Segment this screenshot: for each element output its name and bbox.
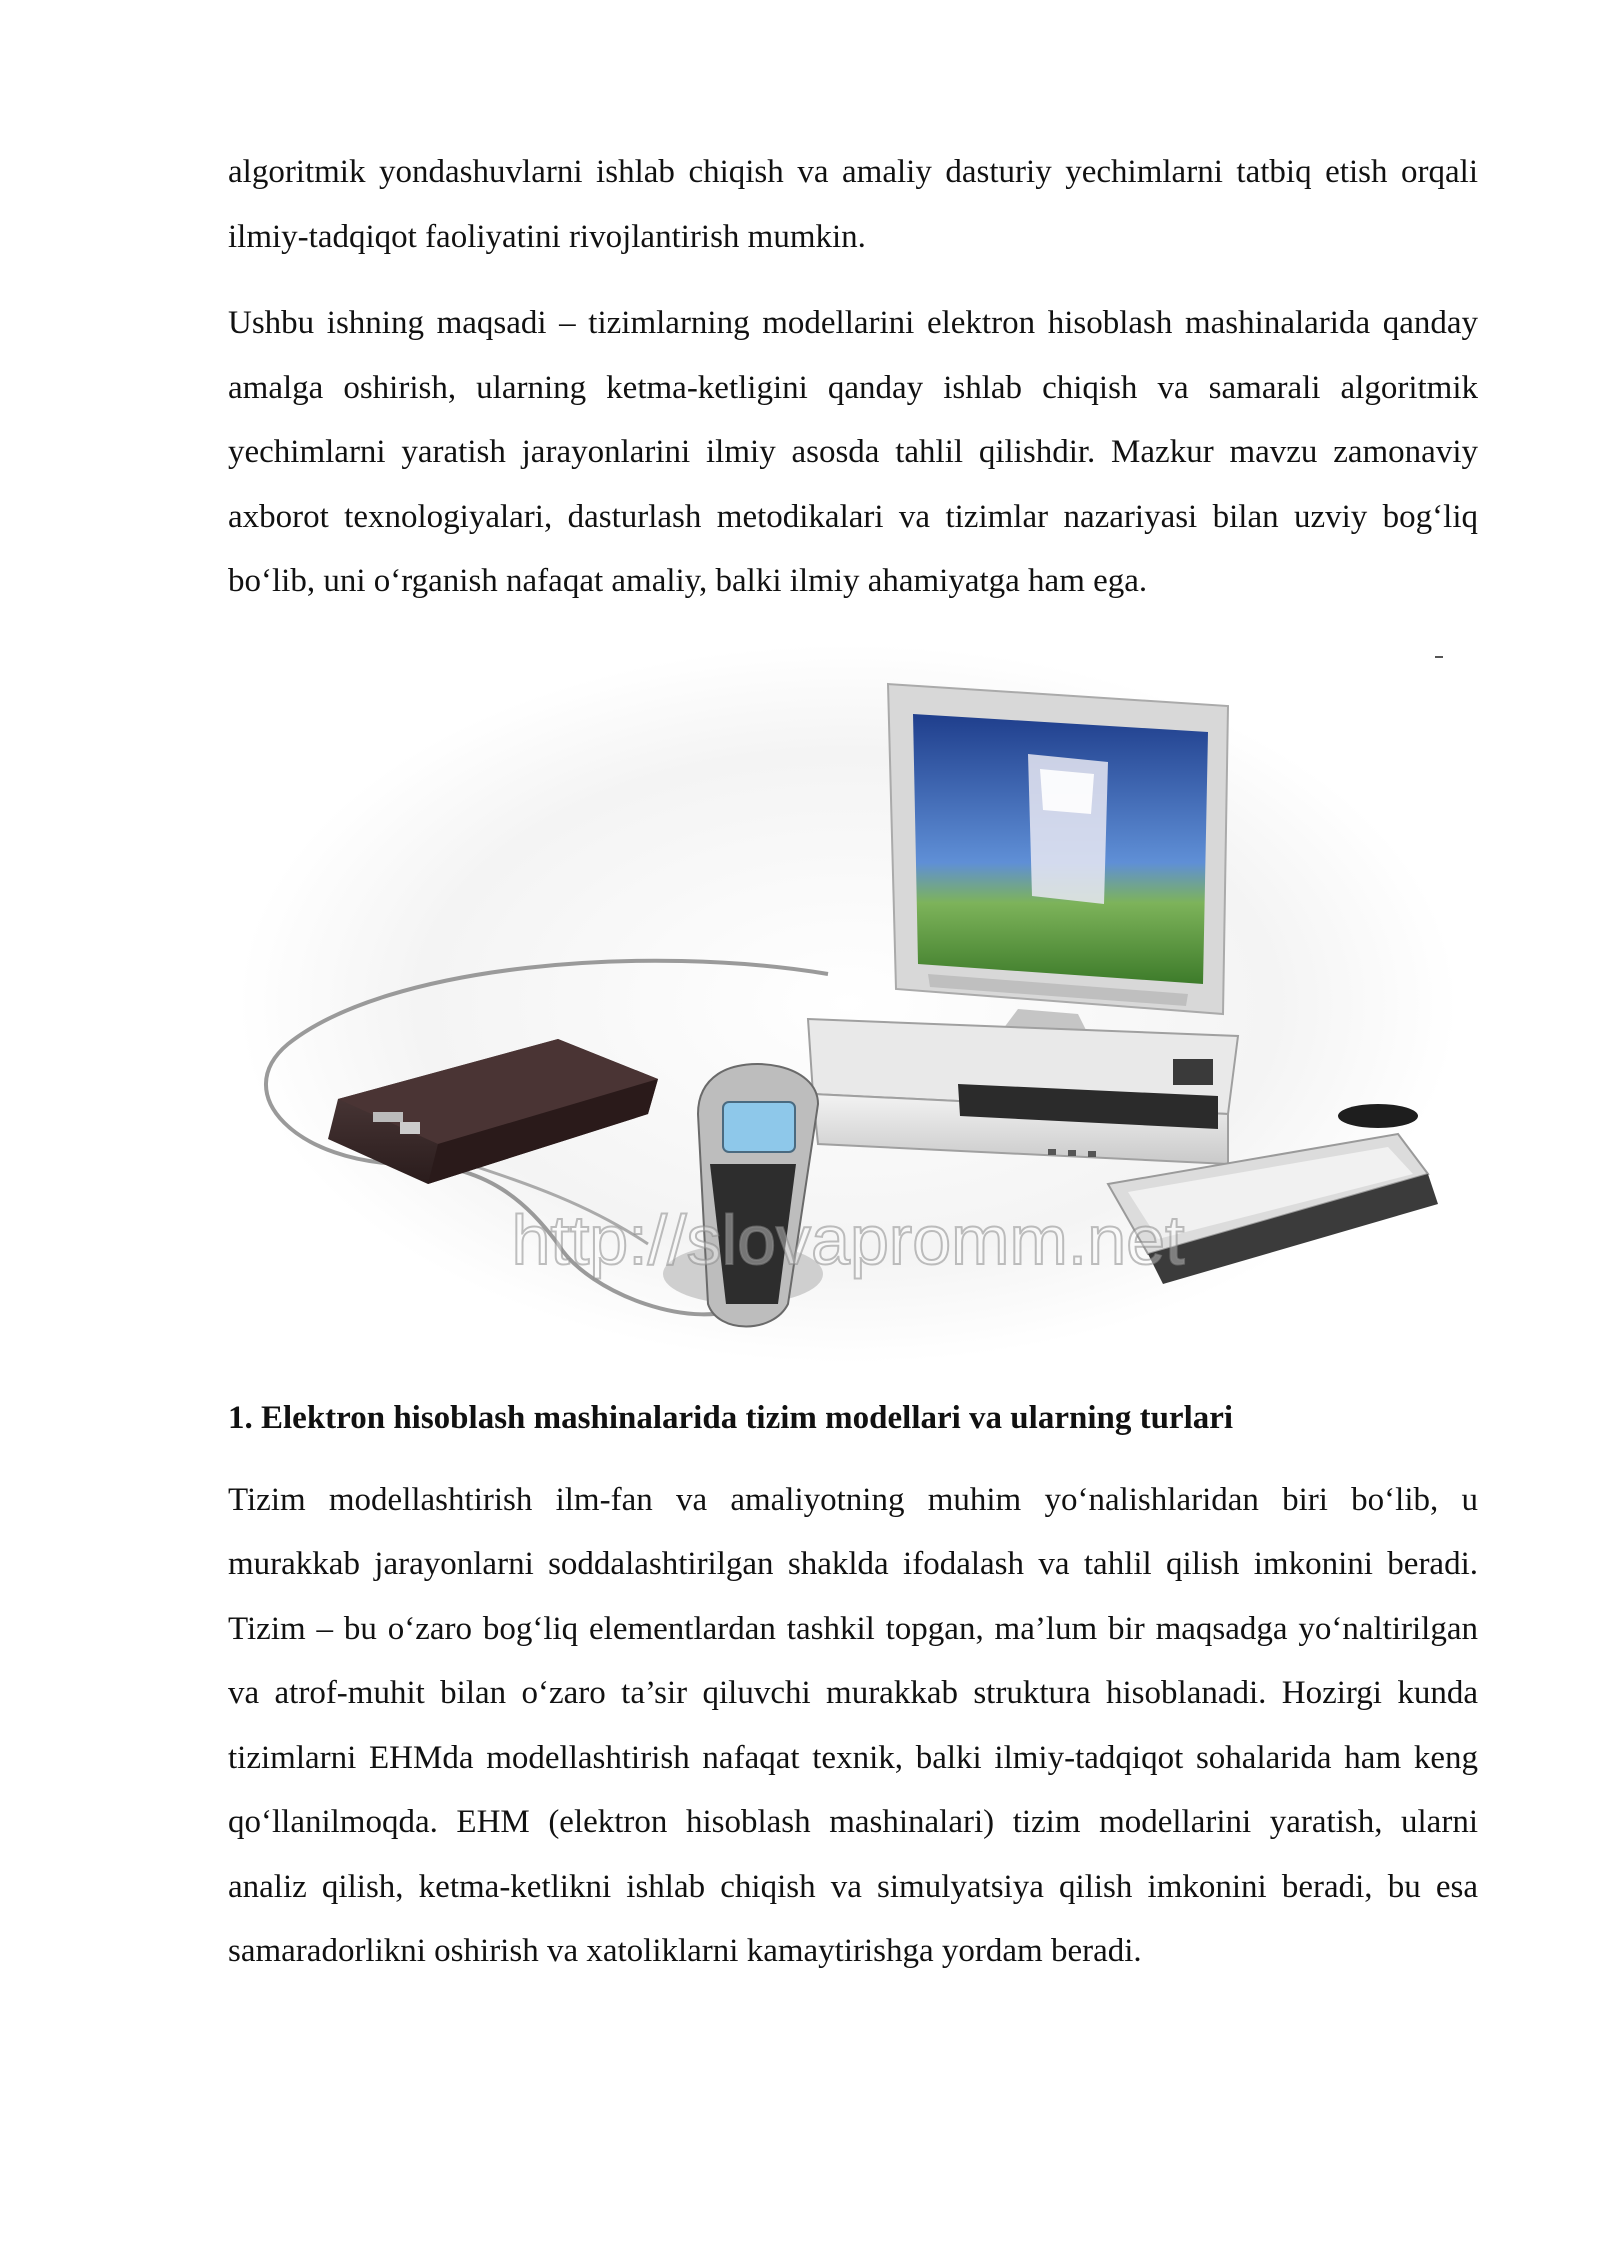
paragraph-section-body: Tizim modellashtirish ilm-fan va amaliyotning muhim yo‘nalishlaridan biri bo‘lib, u murakkab jarayonlarni soddalashtirilgan shaklda ifodalash va tahlil qilish imkonini beradi. Tizim – bu o‘zaro bog‘liq elementlardan tashkil topgan, ma’lum bir maqsadga yo‘naltirilgan va atrof-muhit bilan o‘zaro ta’sir qiluvchi murakkab struktura hisoblanadi. Hozirgi kunda tizimlarni EHMda modellashtirish nafaqat texnik, balki ilmiy-tadqiqot sohalarida ham keng qo‘llanilmoqda. EHM (elektron hisoblash mashinalari) tizim modellarini yaratish, ularni analiz qilish, ketma-ketlikni ishlab chiqish va simulyatsiya qilish imkonini beradi, bu esa samaradorlikni oshirish va xatoliklarni kamaytirishga yordam beradi.: [228, 1481, 1478, 1969]
mouse: [1338, 1104, 1418, 1128]
system-unit: [808, 1019, 1238, 1164]
computer-setup-illustration: [228, 644, 1478, 1364]
computer-setup-figure: [228, 644, 1478, 1364]
document-page: [228, 140, 1478, 1984]
figure-watermark: http://slovapromm.net: [511, 1200, 1185, 1279]
section-heading: 1. Elektron hisoblash mashinalarida tizim modellari va ularning turlari: [228, 1399, 1234, 1436]
stray-mark: [1435, 656, 1443, 658]
paragraph-purpose: Ushbu ishning maqsadi – tizimlarning modellarini elektron hisoblash mashinalarida qanday amalga oshirish, ularning ketma-ketligini qanday ishlab chiqish va samarali algoritmik yechimlarni yaratish jarayonlarini ilmiy asosda tahlil qilishdir. Mazkur mavzu zamonaviy axborot texnologiyalari, dasturlash metodikalari va tizimlar nazariyasi bilan uzviy bog‘liq bo‘lib, uni o‘rganish nafaqat amaliy, balki ilmiy ahamiyatga ham ega.: [228, 305, 1478, 599]
paragraph-intro-continued: algoritmik yondashuvlarni ishlab chiqish va amaliy dasturiy yechimlarni tatbiq etish orqali ilmiy-tadqiqot faoliyatini rivojlantirish mumkin.: [228, 154, 1478, 255]
